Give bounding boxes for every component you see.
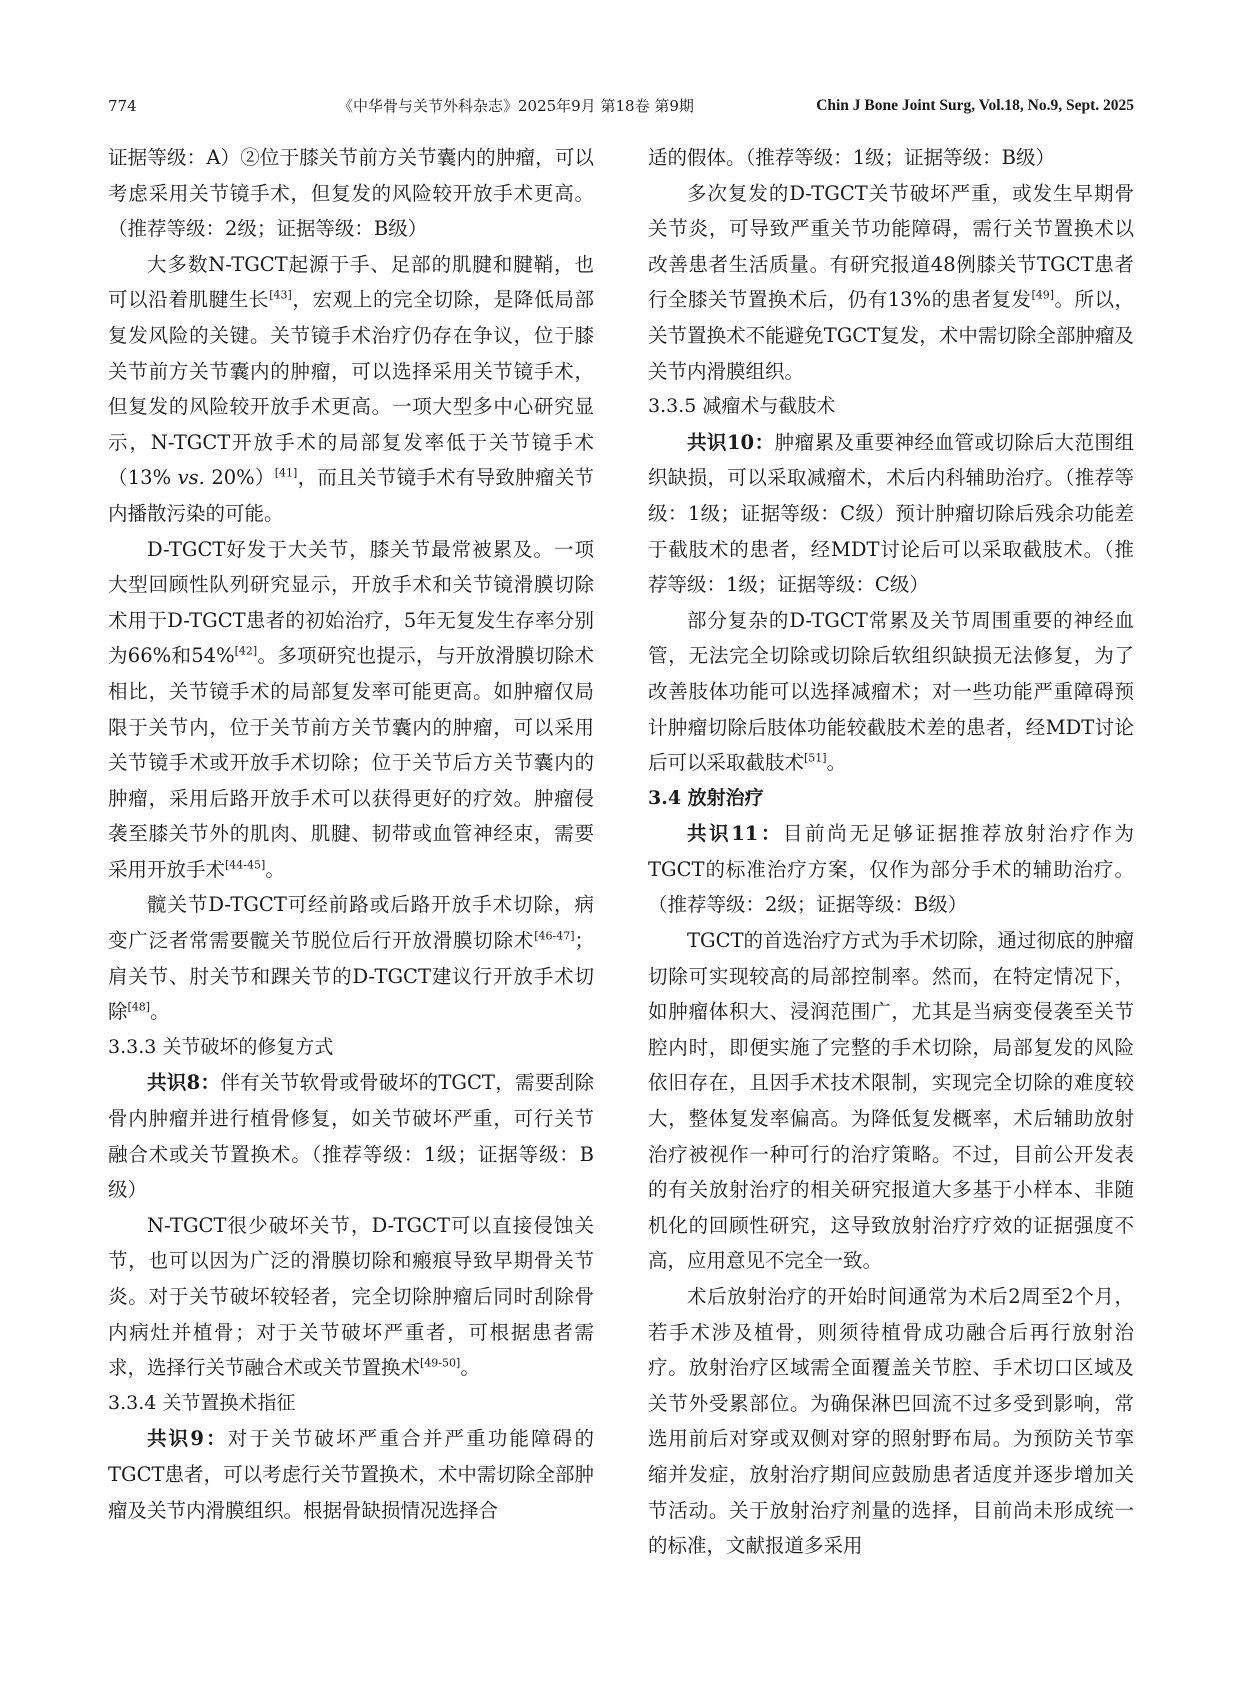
section-heading: 3.3.3 关节破坏的修复方式: [108, 1035, 334, 1058]
consensus-paragraph: 共识8：伴有关节软骨或骨破坏的TGCT，需要刮除骨内肿瘤并进行植骨修复，如关节破坏严重，可行关节融合术或关节置换术。（推荐等级：1级；证据等级：B级）: [108, 1071, 594, 1202]
paragraph: 证据等级：A）②位于膝关节前方关节囊内的肿瘤，可以考虑采用关节镜手术，但复发的风险较开放手术更高。（推荐等级：2级；证据等级：B级）: [108, 146, 594, 241]
journal-title-en: Chin J Bone Joint Surg, Vol.18, No.9, Sept. 2025: [816, 97, 1134, 114]
consensus-paragraph: 共识11：目前尚无足够证据推荐放射治疗作为TGCT的标准治疗方案，仅作为部分手术的辅助治疗。（推荐等级：2级；证据等级：B级）: [648, 822, 1134, 917]
citation: [51]: [804, 751, 827, 765]
paragraph: 适的假体。（推荐等级：1级；证据等级：B级）: [648, 146, 1055, 169]
section-heading: 3.3.5 减瘤术与截肢术: [648, 395, 836, 418]
paragraph: TGCT的首选治疗方式为手术切除，通过彻底的肿瘤切除可实现较高的局部控制率。然而，在特定情况下，如肿瘤体积大、浸润范围广，尤其是当病变侵袭至关节腔内时，即便实施了完整的手术切除，局部复发的风险依旧存在，且因手术技术限制，实现完全切除的难度较大，整体复发率偏高。为降低复发概率，术后辅助放射治疗被视作一种可行的治疗策略。不过，目前公开发表的有关放射治疗的相关研究报道大多基于小样本、非随机化的回顾性研究，这导致放射治疗疗效的证据强度不高，应用意见不完全一致。: [648, 929, 1134, 1273]
consensus-label: 共识11：: [687, 822, 784, 846]
consensus-paragraph: 共识10：肿瘤累及重要神经血管或切除后大范围组织缺损，可以采取减瘤术，术后内科辅助治疗。（推荐等级：1级；证据等级：C级）预计肿瘤切除后残余功能差于截肢术的患者，经MDT讨论后可以采取截肢术。（推荐等级：1级；证据等级：C级）: [648, 430, 1134, 597]
citation: [49-50]: [420, 1356, 461, 1370]
running-header: [108, 92, 1134, 120]
consensus-paragraph: 共识9：对于关节破坏严重合并严重功能障碍的TGCT患者，可以考虑行关节置换术，术中需切除全部肿瘤及关节内滑膜组织。根据骨缺损情况选择合: [108, 1427, 594, 1522]
citation: [41]: [274, 466, 298, 480]
section-heading: 3.3.4 关节置换术指征: [108, 1391, 296, 1414]
consensus-label: 共识9：: [147, 1427, 228, 1451]
paragraph: 髋关节D-TGCT可经前路或后路开放手术切除，病变广泛者常需要髋关节脱位后行开放滑膜切除术[46-47]；肩关节、肘关节和踝关节的D-TGCT建议行开放手术切除[48]。: [108, 893, 594, 1024]
paragraph: N-TGCT很少破坏关节，D-TGCT可以直接侵蚀关节，也可以因为广泛的滑膜切除和瘢痕导致早期骨关节炎。对于关节破坏较轻者，完全切除肿瘤后同时刮除骨内病灶并植骨；对于关节破坏严重者，可根据患者需求，选择行关节融合术或关节置换术[49-50]。: [108, 1213, 594, 1380]
citation: [48]: [127, 1000, 151, 1014]
page-number: 774: [108, 97, 137, 115]
paragraph: 多次复发的D-TGCT关节破坏严重，或发生早期骨关节炎，可导致严重关节功能障碍，需行关节置换术以改善患者生活质量。有研究报道48例膝关节TGCT患者行全膝关节置换术后，仍有13%的患者复发[49]。所以，关节置换术不能避免TGCT复发，术中需切除全部肿瘤及关节内滑膜组织。: [648, 181, 1134, 383]
paragraph: 术后放射治疗的开始时间通常为术后2周至2个月，若手术涉及植骨，则须待植骨成功融合后再行放射治疗。放射治疗区域需全面覆盖关节腔、手术切口区域及关节外受累部位。为确保淋巴回流不过多受到影响，常选用前后对穿或双侧对穿的照射野布局。为预防关节挛缩并发症，放射治疗期间应鼓励患者适度并逐步增加关节活动。关于放射治疗剂量的选择，目前尚未形成统一的标准，文献报道多采用: [648, 1285, 1134, 1558]
journal-title-cn: 《中华骨与关节外科杂志》2025年9月 第18卷 第9期: [338, 97, 694, 115]
citation: [46-47]: [534, 929, 575, 943]
citation: [49]: [1031, 288, 1055, 302]
consensus-label: 共识8：: [147, 1071, 221, 1095]
right-column: [648, 140, 1134, 1564]
paragraph: 大多数N-TGCT起源于手、足部的肌腱和腱鞘，也可以沿着肌腱生长[43]，宏观上的完全切除，是降低局部复发风险的关键。关节镜手术治疗仍存在争议，位于膝关节前方关节囊内的肿瘤，可以选择采用关节镜手术，但复发的风险较开放手术更高。一项大型多中心研究显示，N-TGCT开放手术的局部复发率低于关节镜手术（13% vs. 20%）[41]，而且关节镜手术有导致肿瘤关节内播散污染的可能。: [108, 252, 595, 525]
paragraph: 部分复杂的D-TGCT常累及关节周围重要的神经血管，无法完全切除或切除后软组织缺损无法修复，为了改善肢体功能可以选择减瘤术；对一些功能严重障碍预计肿瘤切除后肢体功能较截肢术差的患者，经MDT讨论后可以采取截肢术[51]。: [648, 608, 1134, 775]
left-column: [108, 140, 594, 1528]
consensus-label: 共识10：: [687, 430, 775, 454]
citation: [42]: [234, 644, 258, 658]
citation: [43]: [269, 288, 292, 302]
section-heading: 3.4 放射治疗: [648, 786, 764, 809]
paragraph: D-TGCT好发于大关节，膝关节最常被累及。一项大型回顾性队列研究显示，开放手术和关节镜滑膜切除术用于D-TGCT患者的初始治疗，5年无复发生存率分别为66%和54%[42]。多项研究也提示，与开放滑膜切除术相比，关节镜手术的局部复发率可能更高。如肿瘤仅局限于关节内，位于关节前方关节囊内的肿瘤，可以采用关节镜手术或开放手术切除；位于关节后方关节囊内的肿瘤，采用后路开放手术可以获得更好的疗效。肿瘤侵袭至膝关节外的肌肉、肌腱、韧带或血管神经束，需要采用开放手术[44-45]。: [108, 537, 594, 881]
citation: [44-45]: [225, 858, 266, 872]
